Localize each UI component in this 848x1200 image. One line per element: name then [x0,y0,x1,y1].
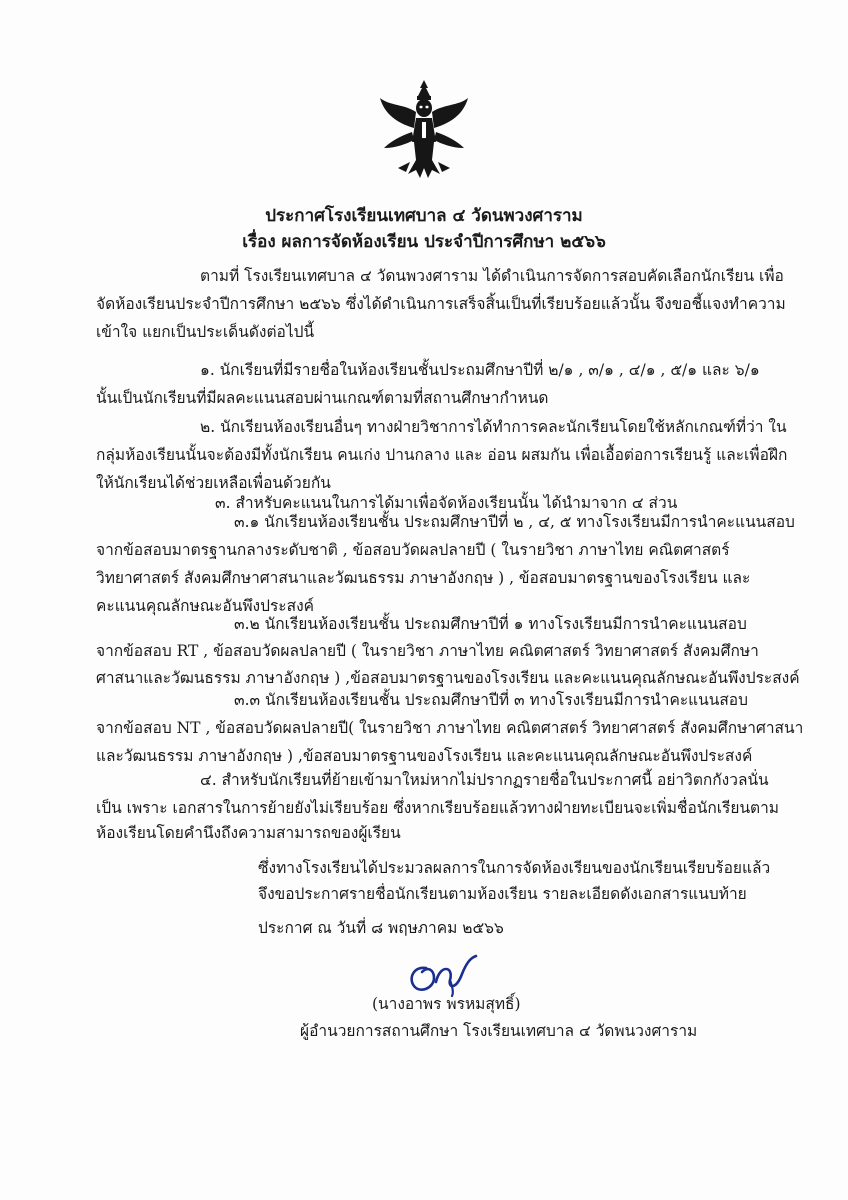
signer-position: ผู้อำนวยการสถานศึกษา โรงเรียนเทศบาล ๔ วัดพนวงศาราม [300,1022,698,1040]
body-line: ๓.๒ นักเรียนห้องเรียนชั้น ประถมศึกษาปีที่ ๑ ทางโรงเรียนมีการนำคะแนนสอบ [234,615,747,633]
body-line: ศาสนาและวัฒนธรรม ภาษาอังกฤษ ) ,ข้อสอบมาตรฐานของโรงเรียน และคะแนนคุณลักษณะอันพึงประสงค์ [96,669,800,687]
body-line: เป็น เพราะ เอกสารในการย้ายยังไม่เรียบร้อย ซึ่งหากเรียบร้อยแล้วทางฝ่ายทะเบียนจะเพิ่มชื่อนักเรียนตาม [96,799,780,817]
body-line: ๒. นักเรียนห้องเรียนอื่นๆ ทางฝ่ายวิชาการได้ทำการคละนักเรียนโดยใช้หลักเกณฑ์ที่ว่า ใน [200,418,787,436]
announcement-subject: เรื่อง ผลการจัดห้องเรียน ประจำปีการศึกษา ๒๕๖๖ [242,232,606,252]
body-line: ๑. นักเรียนที่มีรายชื่อในห้องเรียนชั้นประถมศึกษาปีที่ ๒/๑ , ๓/๑ , ๔/๑ , ๕/๑ และ ๖/๑ [200,361,760,379]
announcement-date: ประกาศ ณ วันที่ ๘ พฤษภาคม ๒๕๖๖ [258,919,504,937]
body-line: ๓.๓ นักเรียนห้องเรียนชั้น ประถมศึกษาปีที่ ๓ ทางโรงเรียนมีการนำคะแนนสอบ [234,691,748,709]
body-line: ๓. สำหรับคะแนนในการได้มาเพื่อจัดห้องเรียนนั้น ได้นำมาจาก ๔ ส่วน [215,494,678,512]
body-line: ห้องเรียนโดยคำนึงถึงความสามารถของผู้เรียน [96,824,401,842]
body-line: และวัฒนธรรม ภาษาอังกฤษ ) ,ข้อสอบมาตรฐานของโรงเรียน และคะแนนคุณลักษณะอันพึงประสงค์ [96,747,753,765]
handwritten-signature-icon [404,952,484,998]
body-line: จากข้อสอบ NT , ข้อสอบวัดผลปลายปี( ในรายวิชา ภาษาไทย คณิตศาสตร์ วิทยาศาสตร์ สังคมศึกษาศาสนา [96,719,804,737]
body-line: จากข้อสอบมาตรฐานกลางระดับชาติ , ข้อสอบวัดผลปลายปี ( ในรายวิชา ภาษาไทย คณิตศาสตร์ [96,541,730,559]
signer-name: (นางอาพร พรหมสุทธิ์) [372,995,521,1013]
body-line: นั้นเป็นนักเรียนที่มีผลคะแนนสอบผ่านเกณฑ์ตามที่สถานศึกษากำหนด [96,389,549,407]
body-line: กลุ่มห้องเรียนนั้นจะต้องมีทั้งนักเรียน คนเก่ง ปานกลาง และ อ่อน ผสมกัน เพื่อเอื้อต่อการเรียนรู้ และเพื่อฝึก [96,446,788,464]
body-line: วิทยาศาสตร์ สังคมศึกษาศาสนาและวัฒนธรรม ภาษาอังกฤษ ) , ข้อสอบมาตรฐานของโรงเรียน และ [96,569,751,587]
body-line: จึงขอประกาศรายชื่อนักเรียนตามห้องเรียน รายละเอียดดังเอกสารแนบท้าย [258,885,747,903]
body-line: ตามที่ โรงเรียนเทศบาล ๔ วัดนพวงศาราม ได้ดำเนินการจัดการสอบคัดเลือกนักเรียน เพื่อ [200,267,784,285]
body-line: จากข้อสอบ RT , ข้อสอบวัดผลปลายปี ( ในรายวิชา ภาษาไทย คณิตศาสตร์ วิทยาศาสตร์ สังคมศึกษา [96,642,759,660]
announcement-title: ประกาศโรงเรียนเทศบาล ๔ วัดนพวงศาราม [265,206,583,226]
body-line: ซึ่งทางโรงเรียนได้ประมวลผลการในการจัดห้องเรียนของนักเรียนเรียบร้อยแล้ว [258,859,771,877]
garuda-emblem-icon [376,78,472,182]
body-line: จัดห้องเรียนประจำปีการศึกษา ๒๕๖๖ ซึ่งได้ดำเนินการเสร็จสิ้นเป็นที่เรียบร้อยแล้วนั้น จึงขอชี้แจงทำความ [96,295,786,313]
body-line: ๔. สำหรับนักเรียนที่ย้ายเข้ามาใหม่หากไม่ปรากฏรายชื่อในประกาศนี้ อย่าวิตกกังวลนั่น [200,771,769,789]
body-line: คะแนนคุณลักษณะอันพึงประสงค์ [96,597,315,615]
body-line: ๓.๑ นักเรียนห้องเรียนชั้น ประถมศึกษาปีที่ ๒ , ๔, ๕ ทางโรงเรียนมีการนำคะแนนสอบ [234,513,795,531]
body-line: เข้าใจ แยกเป็นประเด็นดังต่อไปนี้ [96,323,315,341]
body-line: ให้นักเรียนได้ช่วยเหลือเพื่อนด้วยกัน [96,474,331,492]
